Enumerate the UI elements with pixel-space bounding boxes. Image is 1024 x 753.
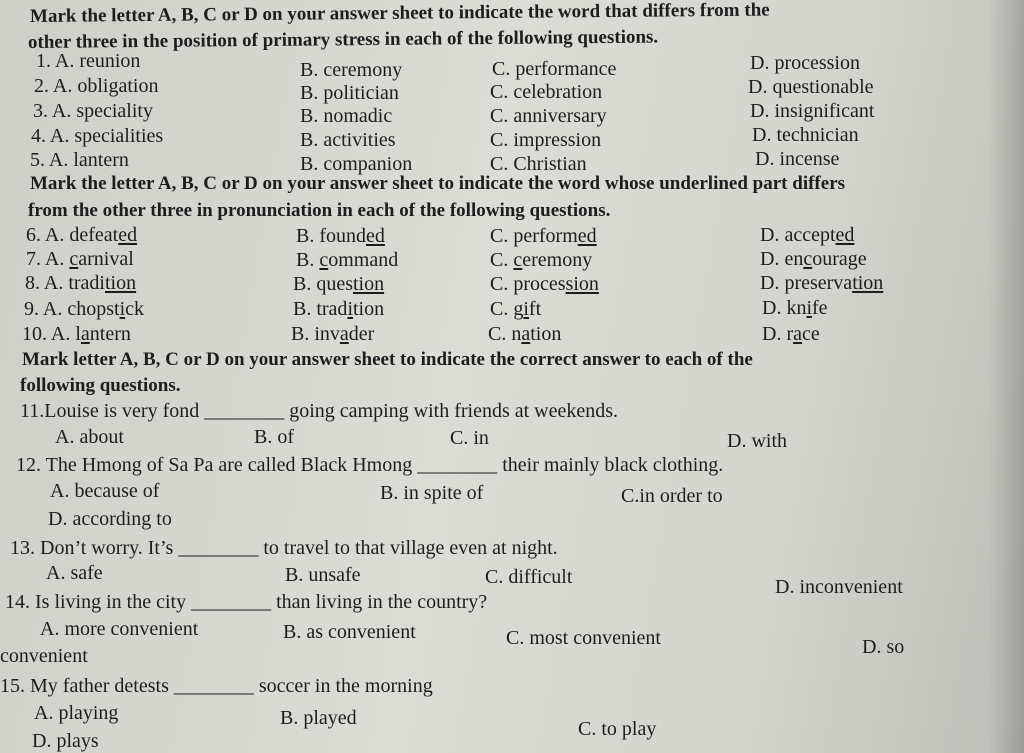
section1-instruction-line1: Mark the letter A, B, C or D on your answer sheet to indicate the word that differs from the [29, 0, 770, 27]
q15-stem: 15. My father detests ________ soccer in the morning [0, 675, 433, 697]
answer-blank: ________ [178, 537, 259, 559]
underlined-part: c [319, 249, 329, 271]
q6-option-a: 6. A. defeated [26, 224, 138, 246]
answer-blank: ________ [173, 675, 254, 697]
underlined-part: c [513, 249, 523, 271]
q8-option-a: 8. A. tradition [25, 272, 137, 294]
q12-stem: 12. The Hmong of Sa Pa are called Black Hmong ________ their mainly black clothing. [16, 454, 724, 476]
q1-option-c: C. performance [492, 58, 617, 80]
underlined-part: a [793, 323, 802, 345]
q10-option-b: B. invader [291, 323, 375, 345]
q9-option-b: B. tradition [293, 298, 385, 320]
underlined-part: a [339, 323, 349, 345]
q3-option-b: B. nomadic [300, 105, 393, 127]
q8-option-b: B. question [293, 273, 385, 295]
q8-option-c: C. procession [490, 273, 599, 295]
section1-instruction-line2: other three in the position of primary stress in each of the following questions. [27, 26, 659, 53]
q2-option-d: D. questionable [748, 76, 874, 98]
q11-option-b: B. of [254, 426, 294, 448]
underlined-part: i [347, 298, 353, 320]
q10-option-a: 10. A. lantern [22, 323, 131, 345]
section3-instruction-line2: following questions. [20, 375, 181, 396]
underlined-part: c [803, 248, 813, 270]
q2-option-a: 2. A. obligation [34, 75, 159, 97]
q7-option-c: C. ceremony [490, 249, 593, 271]
underlined-part: i [523, 298, 529, 320]
underlined-part: tion [105, 272, 137, 294]
q14-option-d: D. so [862, 636, 905, 658]
q7-option-a: 7. A. carnival [26, 248, 134, 270]
q11-stem: 11.Louise is very fond ________ going camping with friends at weekends. [20, 400, 619, 422]
q2-option-c: C. celebration [490, 81, 603, 103]
q5-option-d: D. incense [755, 148, 840, 170]
q7-option-b: B. command [296, 249, 399, 271]
q14-option-c: C. most convenient [506, 627, 661, 649]
q8-option-d: D. preservation [760, 272, 884, 294]
q2-option-b: B. politician [300, 82, 399, 104]
q9-option-d: D. knife [762, 297, 828, 319]
q11-option-c: C. in [450, 427, 489, 449]
underlined-part: a [80, 323, 90, 345]
q5-option-c: C. Christian [490, 153, 587, 175]
answer-blank: ________ [417, 454, 498, 476]
q15-option-c: C. to play [578, 718, 657, 740]
underlined-part: tion [353, 273, 385, 295]
q13-option-c: C. difficult [485, 566, 573, 588]
underlined-part: ed [835, 224, 855, 246]
q14-stem: 14. Is living in the city ________ than living in the country? [5, 591, 488, 613]
q6-option-d: D. accepted [760, 224, 855, 246]
q11-option-d: D. with [727, 430, 787, 452]
section2-instruction-line2: from the other three in pronunciation in each of the following questions. [28, 200, 611, 221]
q6-option-b: B. founded [296, 225, 385, 247]
q5-option-b: B. companion [300, 153, 413, 175]
underlined-part: sion [565, 273, 599, 295]
q13-option-b: B. unsafe [285, 564, 361, 586]
q15-option-d: D. plays [32, 730, 99, 752]
q1-option-d: D. procession [750, 52, 860, 74]
q14-option-b: B. as convenient [283, 621, 416, 643]
q6-option-c: C. performed [490, 225, 597, 247]
q15-option-b: B. played [280, 707, 357, 729]
q9-option-a: 9. A. chopstick [24, 298, 145, 320]
underlined-part: c [69, 248, 79, 270]
q10-option-c: C. nation [488, 323, 562, 345]
q5-option-a: 5. A. lantern [30, 149, 129, 171]
q12-option-c: C.in order to [621, 485, 723, 507]
q4-option-c: C. impression [490, 129, 602, 151]
page-edge-shadow [988, 0, 1024, 753]
q13-stem: 13. Don’t worry. It’s ________ to travel to that village even at night. [10, 537, 558, 559]
q9-option-c: C. gift [490, 298, 542, 320]
q12-option-a: A. because of [50, 480, 160, 502]
answer-blank: ________ [204, 400, 285, 422]
underlined-part: i [119, 298, 126, 320]
q3-option-a: 3. A. speciality [33, 100, 153, 122]
q4-option-a: 4. A. specialities [31, 125, 164, 147]
underlined-part: ed [366, 225, 385, 247]
underlined-part: i [806, 297, 813, 319]
underlined-part: ed [577, 225, 597, 247]
q12-option-d: D. according to [48, 508, 172, 530]
q11-option-a: A. about [55, 426, 124, 448]
section2-instruction-line1: Mark the letter A, B, C or D on your answer sheet to indicate the word whose underlined part differs [30, 173, 846, 194]
q14-option-a-continued: convenient [0, 645, 88, 667]
q10-option-d: D. race [762, 323, 820, 345]
q13-option-d: D. inconvenient [775, 576, 903, 598]
q7-option-d: D. encourage [760, 248, 867, 270]
underlined-part: tion [852, 272, 884, 294]
section3-instruction-line1: Mark letter A, B, C or D on your answer sheet to indicate the correct answer to each of the [22, 349, 753, 370]
q15-option-a: A. playing [34, 702, 119, 724]
q3-option-d: D. insignificant [750, 100, 875, 122]
answer-blank: ________ [191, 591, 272, 613]
q4-option-d: D. technician [752, 124, 859, 146]
q3-option-c: C. anniversary [490, 105, 607, 127]
q1-option-a: 1. A. reunion [36, 50, 141, 72]
q1-option-b: B. ceremony [300, 59, 403, 81]
q4-option-b: B. activities [300, 129, 396, 151]
q14-option-a: A. more convenient [40, 618, 199, 640]
underlined-part: a [521, 323, 531, 345]
q12-option-b: B. in spite of [380, 482, 484, 504]
underlined-part: ed [118, 224, 138, 246]
q13-option-a: A. safe [46, 562, 103, 584]
